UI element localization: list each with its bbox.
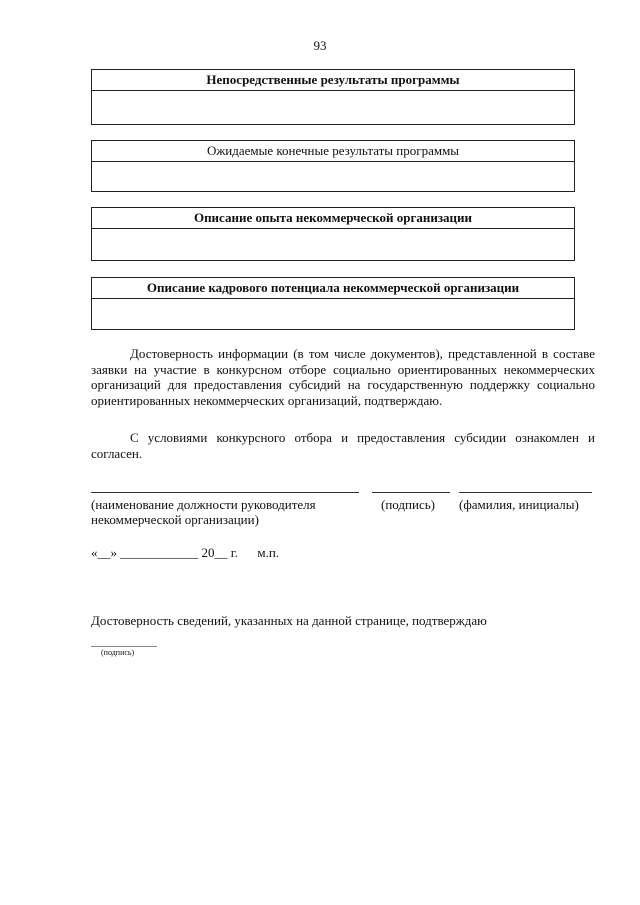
date-stamp-line: «__» ____________ 20__ г. м.п. [91,545,280,560]
section-title: Ожидаемые конечные результаты программы [92,141,574,162]
small-signature-caption: (подпись) [101,648,135,657]
signature-caption: (подпись) [381,497,435,512]
section-title: Описание кадрового потенциала некоммерческой организации [92,278,574,299]
confirm-text: Достоверность сведений, указанных на данной странице, подтверждаю [91,613,487,628]
page-number: 93 [313,38,327,53]
section-immediate-results [91,69,575,125]
section-staff-potential [91,277,575,330]
section-input-area[interactable] [92,162,574,191]
name-caption: (фамилия, инициалы) [459,497,579,512]
section-input-area[interactable] [92,229,574,260]
section-experience [91,207,575,261]
reliability-paragraph: Достоверность информации (в том числе документов), представленной в составе заявки на участие в конкурсном отборе социально ориентированных некоммерческих организаций для предоставления субсидий на государственную поддержку социально ориентированных некоммерческих организаций, подтверждаю. [91,346,595,408]
section-expected-results [91,140,575,192]
section-input-area[interactable] [92,299,574,329]
signature-line[interactable] [372,492,450,493]
confirm-signature-line[interactable] [91,646,157,647]
name-signature-line[interactable] [459,492,592,493]
agreement-paragraph: С условиями конкурсного отбора и предоставления субсидии ознакомлен и согласен. [91,430,595,461]
section-input-area[interactable] [92,91,574,124]
position-signature-line[interactable] [91,492,359,493]
position-caption: (наименование должности руководителя некоммерческой организации) [91,497,316,527]
section-title: Непосредственные результаты программы [92,70,574,91]
section-title: Описание опыта некоммерческой организации [92,208,574,229]
